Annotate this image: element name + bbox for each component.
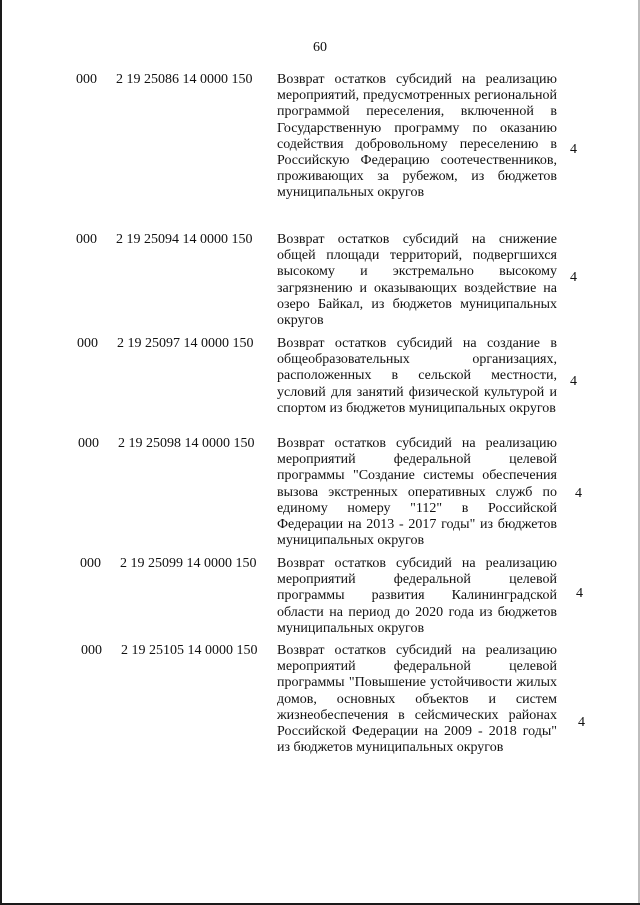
revenue-description: Возврат остатков субсидий на снижение общей площади территорий, подвергшихся высокому и экстремально высокому загрязнению и оказывающих воздействие на озеро Байкал, из бюджетов муниципальных округов (277, 232, 557, 329)
revenue-description: Возврат остатков субсидий на реализацию мероприятий федеральной целевой программы "Создание системы обеспечения вызова экстренных оперативных служб по единому номеру "112" в Российской Федерации на 2013 - 2017 годы" из бюджетов муниципальных округов (277, 436, 557, 549)
budget-classification-code: 2 19 25099 14 0000 150 (120, 556, 257, 571)
budget-classification-code: 2 19 25094 14 0000 150 (116, 232, 253, 247)
budget-classification-code: 2 19 25086 14 0000 150 (116, 72, 253, 87)
budget-classification-code: 2 19 25098 14 0000 150 (118, 436, 255, 451)
budget-norm: 4 (570, 142, 577, 157)
budget-classification-code: 2 19 25097 14 0000 150 (117, 336, 254, 351)
revenue-description: Возврат остатков субсидий на реализацию мероприятий, предусмотренных региональной программой переселения, включенной в Государственную программу по оказанию содействия добровольному переселению в Российскую Федерацию соотечественников, проживающих за рубежом, из бюджетов муниципальных округов (277, 72, 557, 201)
page-number: 60 (313, 40, 327, 55)
budget-norm: 4 (570, 374, 577, 389)
budget-norm: 4 (576, 586, 583, 601)
revenue-description: Возврат остатков субсидий на реализацию мероприятий федеральной целевой программы развития Калининградской области на период до 2020 года из бюджетов муниципальных округов (277, 556, 557, 636)
budget-classification-code: 2 19 25105 14 0000 150 (121, 643, 258, 658)
revenue-description: Возврат остатков субсидий на реализацию мероприятий федеральной целевой программы "Повышение устойчивости жилых домов, основных объектов и систем жизнеобеспечения в сейсмических районах Российской Федерации на 2009 - 2018 годы" из бюджетов муниципальных округов (277, 643, 557, 756)
budget-norm: 4 (578, 715, 585, 730)
budget-norm: 4 (570, 270, 577, 285)
admin-code: 000 (80, 556, 101, 571)
revenue-description: Возврат остатков субсидий на создание в общеобразовательных организациях, расположенных в сельской местности, условий для занятий физической культурой и спортом из бюджетов муниципальных округов (277, 336, 557, 416)
admin-code: 000 (81, 643, 102, 658)
admin-code: 000 (77, 336, 98, 351)
budget-norm: 4 (575, 486, 582, 501)
admin-code: 000 (76, 232, 97, 247)
admin-code: 000 (76, 72, 97, 87)
admin-code: 000 (78, 436, 99, 451)
scan-edge-left (0, 0, 2, 905)
